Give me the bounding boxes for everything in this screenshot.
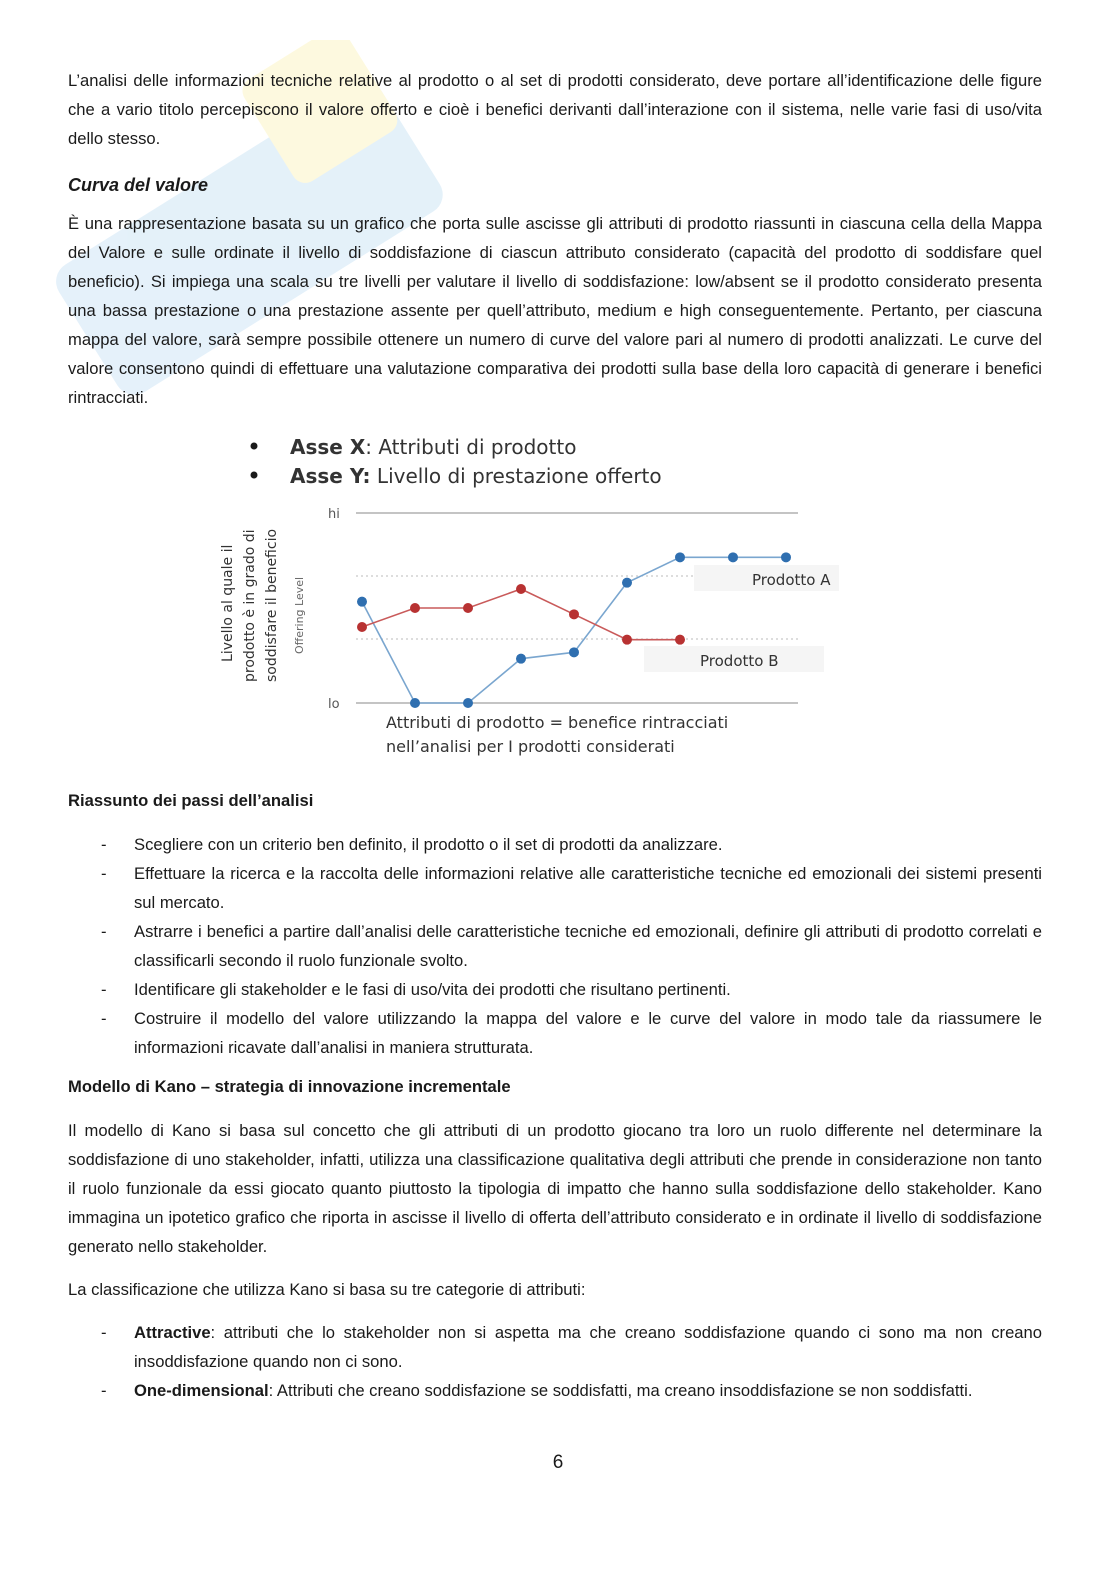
series-b-point: [357, 622, 367, 632]
series-a-point: [728, 552, 738, 562]
bullet-y-text: Livello di prestazione offerto: [370, 464, 662, 488]
kano-term-text: : attributi che lo stakeholder non si aspetta ma che creano soddisfazione quando ci sono ma non creano insoddisfazione quando non ci sono.: [134, 1323, 1042, 1371]
list-item: [68, 1376, 1042, 1405]
series-b-point: [569, 609, 579, 619]
series-a-point: [463, 698, 473, 708]
bullet-y-bold: Asse Y:: [290, 464, 371, 488]
svg-text:Asse X: Attributi di prodotto: [290, 435, 576, 459]
kano-heading: Modello di Kano – strategia di innovazione incrementale: [68, 1077, 511, 1096]
series-a-point: [781, 552, 791, 562]
list-item: - Scegliere con un criterio ben definito, il prodotto o il set di prodotti da analizzare.: [68, 830, 1042, 859]
ylabel-line-2: prodotto è in grado di: [242, 529, 258, 682]
ylabel-line-1: Livello al quale il: [220, 544, 236, 662]
xlabel-line-1: Attributi di prodotto = benefice rintracciati: [386, 713, 729, 732]
ylabel-line-3: soddisfare il beneficio: [264, 528, 280, 682]
bullet-dot-y: [251, 472, 258, 479]
svg-text:Asse Y: Livello di prestazione: [290, 464, 662, 488]
bullet-x-bold: Asse X: [290, 435, 366, 459]
bullet-dot-x: [251, 443, 258, 450]
series-a-point: [516, 654, 526, 664]
steps-list: [68, 830, 1042, 1062]
kano-term-text: : Attributi che creano soddisfazione se soddisfatti, ma creano insoddisfazione se non soddisfatti.: [268, 1381, 973, 1400]
series-a-point: [569, 647, 579, 657]
kano-intro: La classificazione che utilizza Kano si basa su tre categorie di attributi:: [68, 1280, 586, 1299]
series-a-point: [410, 698, 420, 708]
xlabel-line-2: nell’analisi per I prodotti considerati: [386, 737, 675, 756]
series-a-point: [622, 578, 632, 588]
page-content: [68, 66, 1042, 1405]
bullet-x-text: : Attributi di prodotto: [365, 435, 577, 459]
curva-heading: Curva del valore: [68, 175, 209, 195]
kano-list: [68, 1318, 1042, 1405]
ylabel-secondary: Offering Level: [293, 576, 306, 654]
legend-label-a: Prodotto A: [752, 571, 831, 589]
list-item: - Astrarre i benefici a partire dall’analisi delle caratteristiche tecniche ed emozionali, definire gli attributi di prodotto correlati e classificarli secondo il ruolo funzionale svolto.: [68, 917, 1042, 975]
value-curve-svg: [206, 426, 906, 766]
kano-paragraph: Il modello di Kano si basa sul concetto che gli attributi di un prodotto giocano tra loro un ruolo differente nel determinare la soddisfazione di uno stakeholder, infatti, utilizza una classificazione qualitativa degli attributi che prende in considerazione non tanto il ruolo funzionale da essi giocato quanto piuttosto la tipologia di impatto che hanno sulla soddisfazione dello stakeholder. Kano immagina un ipotetico grafico che riporta in ascisse il livello di offerta dell’attributo considerato e in ordinate il livello di soddisfazione generato nello stakeholder.: [68, 1121, 1042, 1256]
page-number: 6: [552, 1452, 564, 1473]
y-tick-hi: hi: [328, 507, 340, 522]
list-item: - Costruire il modello del valore utilizzando la mappa del valore e le curve del valore in modo tale da riassumere le informazioni ricavate dall’analisi in maniera strutturata.: [68, 1004, 1042, 1062]
kano-term: One-dimensional: [134, 1381, 269, 1400]
value-curve-chart: [206, 426, 906, 766]
legend-label-b: Prodotto B: [700, 652, 779, 670]
series-a-point: [357, 597, 367, 607]
series-b-point: [675, 635, 685, 645]
series-b-point: [463, 603, 473, 613]
kano-term: Attractive: [134, 1323, 211, 1342]
intro-paragraph: L’analisi delle informazioni tecniche relative al prodotto o al set di prodotti considerato, deve portare all’identificazione delle figure che a vario titolo percepiscono il valore offerto e cioè i benefici derivanti dall’interazione con il sistema, nelle varie fasi di uso/vita dello stesso.: [68, 71, 1042, 148]
series-b-point: [622, 635, 632, 645]
list-item: [68, 1318, 1042, 1376]
curva-paragraph: È una rappresentazione basata su un grafico che porta sulle ascisse gli attributi di prodotto riassunti in ciascuna cella della Mappa del Valore e sulle ordinate il livello di soddisfazione di ciascun attributo considerato (capacità del prodotto di soddisfare quel beneficio). Si impiega una scala su tre livelli per valutare il livello di soddisfazione: low/absent se il prodotto considerato presenta una bassa prestazione o una prestazione assente per quell’attributo, medium e high conseguentemente. Pertanto, per ciascuna mappa del valore, sarà sempre possibile ottenere un numero di curve del valore pari al numero di prodotti analizzati. Le curve del valore consentono quindi di effettuare una valutazione comparativa dei prodotti sulla base della loro capacità di generare i benefici rintracciati.: [68, 214, 1042, 407]
series-b-point: [516, 584, 526, 594]
steps-heading: Riassunto dei passi dell’analisi: [68, 791, 314, 810]
list-item: - Effettuare la ricerca e la raccolta delle informazioni relative alle caratteristiche tecniche ed emozionali dei sistemi presenti sul mercato.: [68, 859, 1042, 917]
list-item: - Identificare gli stakeholder e le fasi di uso/vita dei prodotti che risultano pertinenti.: [68, 975, 1042, 1004]
series-b-point: [410, 603, 420, 613]
y-tick-lo: lo: [328, 697, 340, 712]
series-a-point: [675, 552, 685, 562]
series-line-b: [362, 589, 680, 640]
